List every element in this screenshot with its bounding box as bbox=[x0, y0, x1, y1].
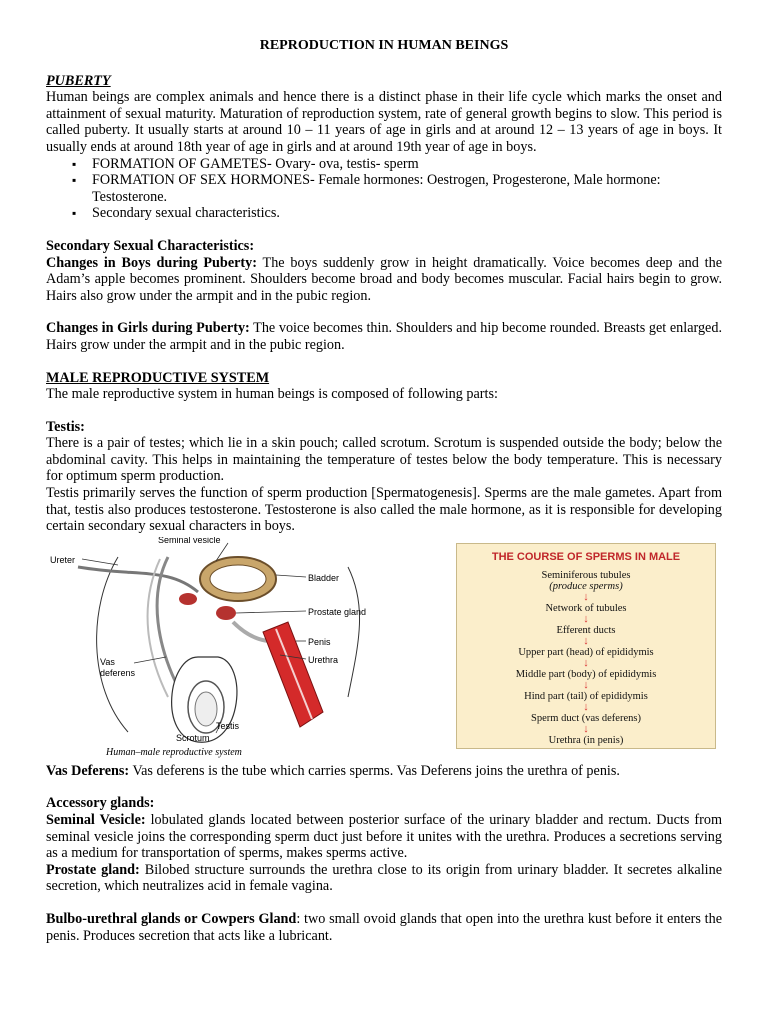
bulbo-text: : two small ovoid glands that open into the urethra kust before it enters the penis. Produces secretion that acts like a lubricant. bbox=[46, 911, 722, 944]
label-deferens: deferens bbox=[100, 667, 136, 678]
prostate-label: Prostate gland: bbox=[46, 861, 140, 878]
course-step: Hind part (tail) of epididymis bbox=[524, 691, 648, 703]
down-arrow-icon: ↓ bbox=[583, 679, 589, 692]
course-step: Efferent ducts bbox=[556, 625, 616, 637]
document-title: REPRODUCTION IN HUMAN BEINGS bbox=[259, 38, 509, 53]
document-page bbox=[46, 38, 722, 944]
label-testis: Testis bbox=[216, 720, 240, 731]
label-vas: Vas bbox=[100, 656, 115, 667]
vas-deferens-paragraph bbox=[46, 763, 722, 780]
seminal-text: lobulated glands located between posterior surface of the urinary bladder and rectum. Ducts from seminal vesicle joins the corresponding sperm duct just before it unites with the urethra. Produces a secretions serving as a medium for transportation of sperms, makes sperms active. bbox=[46, 812, 722, 862]
course-title: THE COURSE OF SPERMS IN MALE bbox=[491, 550, 681, 563]
male-system-heading: MALE REPRODUCTIVE SYSTEM bbox=[46, 369, 270, 386]
vas-text: Vas deferens is the tube which carries sperms. Vas Deferens joins the urethra of penis. bbox=[129, 762, 620, 779]
boys-paragraph bbox=[46, 255, 722, 305]
course-step: Upper part (head) of epididymis bbox=[518, 647, 654, 659]
course-step: Middle part (body) of epididymis bbox=[515, 669, 657, 681]
down-arrow-icon: ↓ bbox=[583, 635, 589, 648]
course-of-sperms-box bbox=[456, 543, 716, 749]
girls-text: The voice becomes thin. Shoulders and hip become rounded. Breasts get enlarged. Hairs grow under the armpit and in the pubic region. bbox=[46, 320, 722, 353]
list-item: ▪ FORMATION OF GAMETES- Ovary- ova, testis- sperm bbox=[92, 156, 722, 173]
list-item: ▪ FORMATION OF SEX HORMONES- Female hormones: Oestrogen, Progesterone, Male hormone: Testosterone. bbox=[92, 172, 722, 205]
label-bladder: Bladder bbox=[308, 572, 340, 583]
label-ureter: Ureter bbox=[50, 554, 76, 565]
testis-paragraph-2: Testis primarily serves the function of sperm production [Spermatogenesis]. Sperms are the male gametes. Apart from that, testis also produces testosterone. Testosterone is also called the male hormone, as it is responsible for developing certain secondary sexual characters in boys. bbox=[46, 485, 722, 535]
puberty-intro: Human beings are complex animals and hence there is a distinct phase in their life cycle which marks the onset and attainment of sexual maturity. Maturation of reproduction system, rate of general growth begins to slow. This period is called puberty. It usually starts at around 10 – 11 years of age in girls and at around 12 – 13 years of age in boys. It usually ends at around 18th year of age in girls and at around 19th year of age in boys. bbox=[46, 89, 722, 155]
down-arrow-icon: ↓ bbox=[583, 701, 589, 714]
boys-label: Changes in Boys during Puberty: bbox=[46, 254, 257, 271]
male-reproductive-diagram bbox=[48, 537, 408, 759]
seminal-vesicle-paragraph bbox=[46, 812, 722, 862]
list-item: ▪ Secondary sexual characteristics. bbox=[92, 205, 722, 222]
course-step: Seminiferous tubules bbox=[541, 570, 631, 582]
diagram-caption: Human–male reproductive system bbox=[106, 746, 242, 758]
puberty-heading: PUBERTY bbox=[46, 72, 111, 89]
course-step: Sperm duct (vas deferens) bbox=[531, 713, 641, 725]
puberty-list bbox=[46, 156, 722, 222]
label-scrotum: Scrotum bbox=[176, 732, 210, 743]
label-penis: Penis bbox=[308, 636, 331, 647]
prostate-paragraph bbox=[46, 862, 722, 895]
testis-paragraph-1: There is a pair of testes; which lie in a skin pouch; called scrotum. Scrotum is suspended outside the body; below the abdominal cavity. This helps in maintaining the temperature of testes below the body temperature. This is necessary for optimum sperm production. bbox=[46, 435, 722, 485]
accessory-heading: Accessory glands: bbox=[46, 795, 155, 812]
secondary-heading: Secondary Sexual Characteristics: bbox=[46, 237, 255, 254]
down-arrow-icon: ↓ bbox=[583, 613, 589, 626]
down-arrow-icon: ↓ bbox=[583, 723, 589, 736]
vas-label: Vas Deferens: bbox=[46, 762, 130, 779]
seminal-label: Seminal Vesicle: bbox=[46, 812, 146, 829]
label-urethra: Urethra bbox=[308, 654, 339, 665]
down-arrow-icon: ↓ bbox=[583, 657, 589, 670]
figure-row bbox=[46, 537, 722, 763]
label-seminal-vesicle: Seminal vesicle bbox=[158, 536, 221, 545]
male-intro: The male reproductive system in human beings is composed of following parts: bbox=[46, 386, 498, 403]
girls-label: Changes in Girls during Puberty: bbox=[46, 320, 250, 337]
bulbo-label: Bulbo-urethral glands or Cowpers Gland bbox=[46, 911, 297, 927]
bulbo-urethral-paragraph bbox=[46, 911, 722, 944]
girls-paragraph bbox=[46, 320, 722, 353]
boys-text: The boys suddenly grow in height dramatically. Voice becomes deep and the Adam’s apple becomes prominent. Shoulders become broad and body becomes muscular. Facial hairs begin to grow. Hairs also grow under the armpit and in the pubic region. bbox=[46, 254, 723, 304]
down-arrow-icon: ↓ bbox=[583, 591, 589, 604]
course-step: Network of tubules bbox=[545, 603, 627, 615]
prostate-text: Bilobed structure surrounds the urethra close to its origin from urinary bladder. It secretes alkaline secretion, which neutralizes acid in female vagina. bbox=[46, 861, 723, 895]
course-step-note: (produce sperms) bbox=[549, 581, 623, 593]
course-step: Urethra (in penis) bbox=[548, 735, 624, 747]
testis-heading: Testis: bbox=[46, 418, 85, 435]
label-prostate-gland: Prostate gland bbox=[308, 606, 367, 617]
